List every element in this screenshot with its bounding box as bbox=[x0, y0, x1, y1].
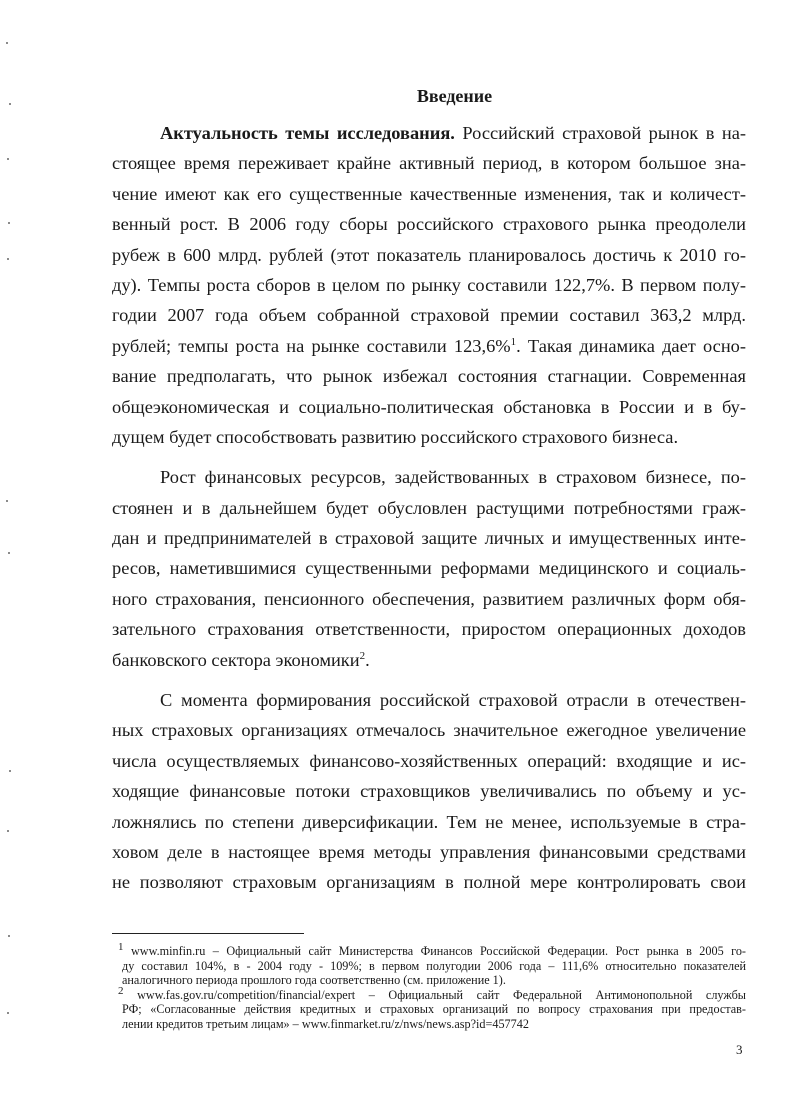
footnote-2-line-2: РФ; «Согласованные действия кредитных и страховых организаций по вопросу страхования при предостав- bbox=[122, 1002, 746, 1017]
paragraph-2-line-6: зательного страхования ответственности, приростом операционных доходов bbox=[112, 619, 746, 640]
paragraph-3-line-5: ложнялись по степени диверсификации. Тем не менее, используемые в стра- bbox=[112, 811, 746, 832]
footnote-1-line-3: аналогичного периода прошлого года соответственно (см. приложение 1). bbox=[122, 973, 506, 988]
footnote-ref-2[interactable]: 2 bbox=[359, 649, 366, 662]
footnote-2-line-3: лении кредитов третьим лицам» – www.finmarket.ru/z/nws/news.asp?id=457742 bbox=[122, 1016, 529, 1031]
paragraph-3-line-3: числа осуществляемых финансово-хозяйственных операций: входящие и ис- bbox=[112, 750, 746, 771]
footnote-separator bbox=[112, 933, 304, 934]
paragraph-2-line-4: ресов, наметившимися существенными реформами медицинского и социаль- bbox=[112, 558, 746, 579]
paragraph-1-line-8: рублей; темпы роста на рынке составили 123,6%$^1$. Такая динамика дает осно- bbox=[112, 335, 746, 356]
paragraph-1-line-10: общеэкономическая и социально-политическая обстановка в России и в бу- bbox=[112, 396, 746, 417]
paragraph-1-line-6: ду). Темпы роста сборов в целом по рынку составили 122,7%. В первом полу- bbox=[112, 274, 746, 295]
footnote-ref-1[interactable]: 1 bbox=[510, 335, 517, 348]
footnote-2-mark: 2 bbox=[118, 984, 124, 997]
paragraph-1-line-4: венный рост. В 2006 году сборы российского страхового рынка преодолели bbox=[112, 214, 746, 235]
paragraph-1-line-2: стоящее время переживает крайне активный период, в котором большое зна- bbox=[112, 153, 746, 174]
scan-speck bbox=[7, 258, 9, 260]
paragraph-1-line-3: чение имеют как его существенные качественные изменения, так и количест- bbox=[112, 183, 746, 204]
scan-speck bbox=[8, 935, 10, 937]
paragraph-lead: Актуальность темы исследования. bbox=[160, 123, 455, 143]
scan-speck bbox=[7, 830, 9, 832]
paragraph-gap bbox=[112, 675, 746, 685]
scan-speck bbox=[6, 42, 8, 44]
scan-speck bbox=[9, 770, 11, 772]
paragraph-3-line-6: ховом деле в настоящее время методы управления финансовыми средствами bbox=[112, 841, 746, 862]
footnote-2-line-1: $^2$ www.fas.gov.ru/competition/financial/expert – Официальный сайт Федеральной Антимонопольной службы bbox=[118, 984, 746, 1002]
section-title: Введение bbox=[416, 86, 493, 106]
body-text bbox=[112, 118, 746, 898]
paragraph-gap bbox=[112, 452, 746, 462]
paragraph-3-line-2: ных страховых организациях отмечалось значительное ежегодное увеличение bbox=[112, 720, 746, 741]
paragraph-3-line-4: ходящие финансовые потоки страховщиков увеличивались по объему и ус- bbox=[112, 781, 746, 802]
scan-speck bbox=[8, 222, 10, 224]
paragraph-2-line-2: стоянен и в дальнейшем будет обусловлен растущими потребностями граж- bbox=[112, 497, 746, 518]
scan-speck bbox=[7, 158, 9, 160]
scan-speck bbox=[8, 552, 10, 554]
paragraph-2-line-7: банковского сектора экономики$^2$. bbox=[112, 649, 370, 670]
paragraph-2-line-3: дан и предпринимателей в страховой защите личных и имущественных инте- bbox=[112, 528, 746, 549]
footnote-1-mark: 1 bbox=[118, 940, 124, 953]
footnote-1-line-2: ду составил 104%, в - 2004 году - 109%; в первом полугодии 2006 года – 111,6% относительно показателей bbox=[122, 958, 746, 973]
paragraph-1-line-9: вание предполагать, что рынок избежал состояния стагнации. Современная bbox=[112, 366, 746, 387]
paragraph-3-line-1: С момента формирования российской страховой отрасли в отечествен- bbox=[160, 690, 746, 711]
paragraph-1-line-11: дущем будет способствовать развитию российского страхового бизнеса. bbox=[112, 426, 679, 447]
paragraph-3-line-7: не позволяют страховым организациям в полной мере контролировать свои bbox=[112, 872, 746, 893]
footnotes bbox=[112, 940, 746, 1032]
paragraph-2-line-5: ного страхования, пенсионного обеспечения, развитием различных форм обя- bbox=[112, 588, 746, 609]
scan-speck bbox=[9, 103, 11, 105]
scan-speck bbox=[6, 500, 8, 502]
page-number: 3 bbox=[736, 1042, 743, 1057]
paragraph-1-line-1: Актуальность темы исследования. Российский страховой рынок в на- bbox=[160, 123, 747, 143]
paragraph-2-line-1: Рост финансовых ресурсов, задействованных в страховом бизнесе, по- bbox=[160, 467, 746, 488]
paragraph-1-line-7: годии 2007 года объем собранной страховой премии составил 363,2 млрд. bbox=[112, 305, 746, 326]
scan-speck bbox=[7, 1012, 9, 1014]
paragraph-1-line-5: рубеж в 600 млрд. рублей (этот показатель планировалось достичь к 2010 го- bbox=[112, 244, 746, 265]
footnote-1-line-1: $^1$ www.minfin.ru – Официальный сайт Министерства Финансов Российской Федерации. Рост рынка в 2005 го- bbox=[118, 940, 746, 958]
